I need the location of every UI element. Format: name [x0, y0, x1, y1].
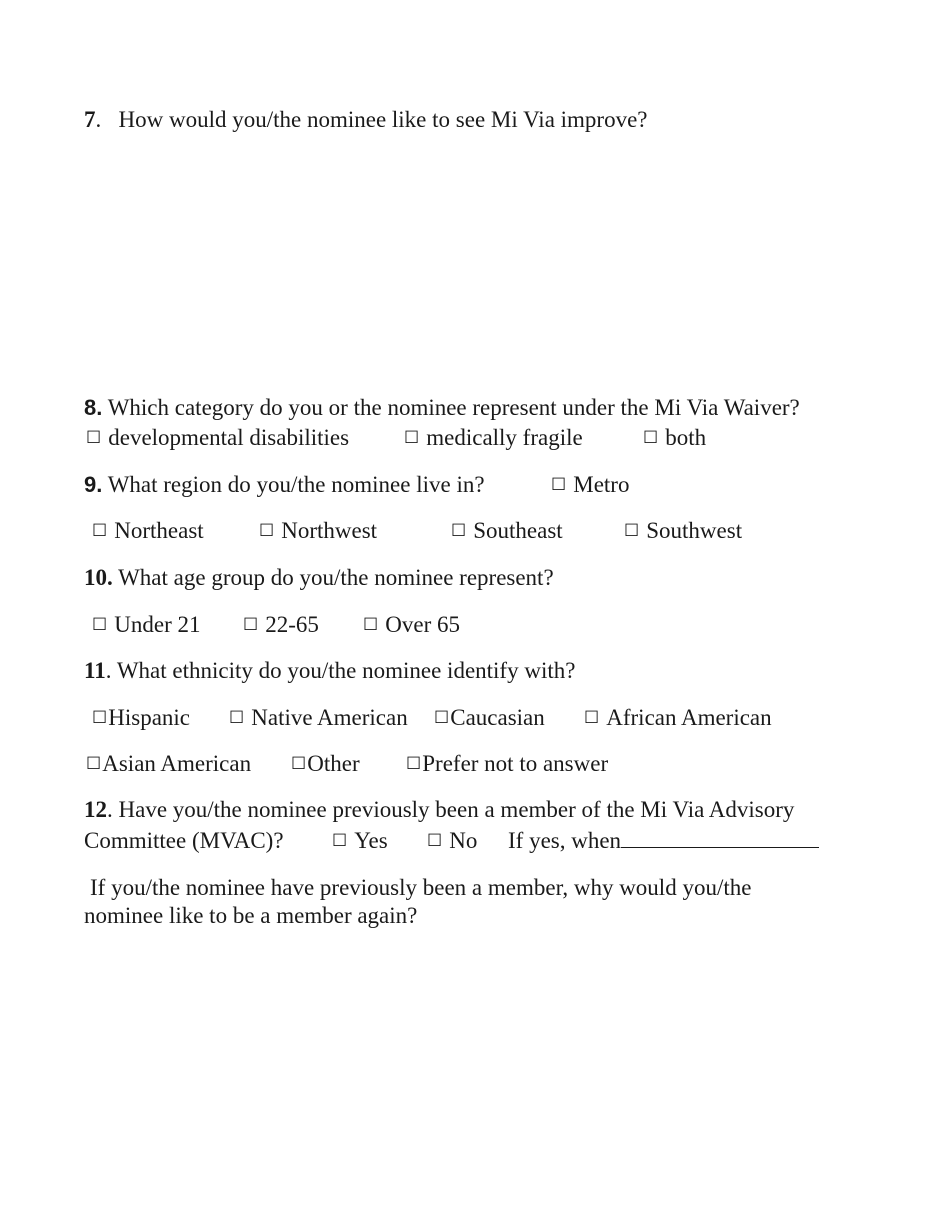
checkbox-icon[interactable]: ☐ — [86, 428, 102, 448]
question-7: 7. How would you/the nominee like to see Mi Via improve? — [84, 107, 648, 132]
question-10 — [84, 566, 554, 589]
option-label: 22-65 — [265, 612, 319, 637]
question-text: What region do you/the nominee live in? — [107, 472, 485, 497]
when-blank-line[interactable] — [621, 829, 819, 848]
followup-label: If yes, when — [508, 828, 622, 853]
checkbox-icon[interactable]: ☐ — [86, 754, 102, 774]
question-text: If you/the nominee have previously been a member, why would you/the — [90, 875, 752, 900]
question-12: 12. Have you/the nominee previously been a member of the Mi Via Advisory — [84, 797, 795, 822]
question-8 — [84, 396, 800, 419]
option-label: Northeast — [114, 518, 204, 543]
question-text: Committee (MVAC)? — [84, 828, 284, 853]
option-label: Southeast — [473, 518, 563, 543]
option-no[interactable] — [427, 829, 477, 852]
option-medically-fragile[interactable] — [404, 426, 583, 449]
question-text: nominee like to be a member again? — [84, 903, 418, 928]
option-under-21[interactable] — [92, 613, 200, 636]
question-text: What age group do you/the nominee represent? — [118, 565, 554, 590]
checkbox-icon[interactable]: ☐ — [406, 754, 422, 774]
question-12-line-2 — [84, 829, 284, 852]
option-prefer-not-to-answer[interactable] — [406, 752, 608, 775]
option-caucasian[interactable] — [434, 706, 545, 729]
option-label: Northwest — [281, 518, 378, 543]
option-label: both — [665, 425, 707, 450]
checkbox-icon[interactable]: ☐ — [291, 754, 307, 774]
checkbox-icon[interactable]: ☐ — [229, 708, 245, 728]
checkbox-icon[interactable]: ☐ — [363, 615, 379, 635]
question-number: 12 — [84, 797, 107, 822]
option-northwest[interactable] — [259, 519, 377, 542]
option-label: Under 21 — [114, 612, 201, 637]
checkbox-icon[interactable]: ☐ — [92, 708, 108, 728]
member-again-question — [90, 876, 751, 899]
option-native-american[interactable] — [229, 706, 408, 729]
option-label: developmental disabilities — [108, 425, 350, 450]
checkbox-icon[interactable]: ☐ — [434, 708, 450, 728]
checkbox-icon[interactable]: ☐ — [427, 831, 443, 851]
option-label: No — [449, 828, 478, 853]
question-text: How would you/the nominee like to see Mi Via improve? — [118, 107, 648, 132]
checkbox-icon[interactable]: ☐ — [551, 475, 567, 495]
checkbox-icon[interactable]: ☐ — [643, 428, 659, 448]
option-label: medically fragile — [426, 425, 583, 450]
question-number: 7 — [84, 107, 96, 132]
checkbox-icon[interactable]: ☐ — [584, 708, 600, 728]
checkbox-icon[interactable]: ☐ — [92, 521, 108, 541]
if-yes-when-field[interactable] — [508, 829, 819, 852]
option-label: Other — [307, 751, 360, 776]
question-number: 10. — [84, 565, 113, 590]
option-african-american[interactable] — [584, 706, 772, 729]
option-other[interactable] — [291, 752, 360, 775]
question-number: 9. — [84, 472, 103, 497]
option-label: Southwest — [646, 518, 743, 543]
option-southeast[interactable] — [451, 519, 563, 542]
question-11: 11. What ethnicity do you/the nominee identify with? — [84, 658, 576, 683]
option-over-65[interactable] — [363, 613, 460, 636]
checkbox-icon[interactable]: ☐ — [243, 615, 259, 635]
question-text: Have you/the nominee previously been a member of the Mi Via Advisory — [118, 797, 795, 822]
option-developmental-disabilities[interactable] — [86, 426, 349, 449]
option-metro[interactable] — [551, 473, 629, 496]
option-22-65[interactable] — [243, 613, 319, 636]
option-label: Caucasian — [450, 705, 545, 730]
member-again-question-line-2 — [84, 904, 417, 927]
question-9 — [84, 473, 485, 496]
checkbox-icon[interactable]: ☐ — [624, 521, 640, 541]
option-yes[interactable] — [332, 829, 388, 852]
option-label: Metro — [573, 472, 630, 497]
option-hispanic[interactable] — [92, 706, 190, 729]
option-label: Prefer not to answer — [422, 751, 609, 776]
option-label: African American — [606, 705, 772, 730]
option-label: Over 65 — [385, 612, 460, 637]
option-label: Native American — [251, 705, 408, 730]
checkbox-icon[interactable]: ☐ — [332, 831, 348, 851]
question-text: Which category do you or the nominee represent under the Mi Via Waiver? — [107, 395, 800, 420]
checkbox-icon[interactable]: ☐ — [92, 615, 108, 635]
checkbox-icon[interactable]: ☐ — [259, 521, 275, 541]
question-text: What ethnicity do you/the nominee identify with? — [116, 658, 576, 683]
option-both[interactable] — [643, 426, 706, 449]
option-northeast[interactable] — [92, 519, 204, 542]
option-label: Yes — [354, 828, 388, 853]
checkbox-icon[interactable]: ☐ — [451, 521, 467, 541]
option-label: Hispanic — [108, 705, 191, 730]
option-asian-american[interactable] — [86, 752, 251, 775]
option-southwest[interactable] — [624, 519, 742, 542]
question-number: 11 — [84, 658, 106, 683]
question-number: 8. — [84, 395, 103, 420]
checkbox-icon[interactable]: ☐ — [404, 428, 420, 448]
option-label: Asian American — [102, 751, 252, 776]
